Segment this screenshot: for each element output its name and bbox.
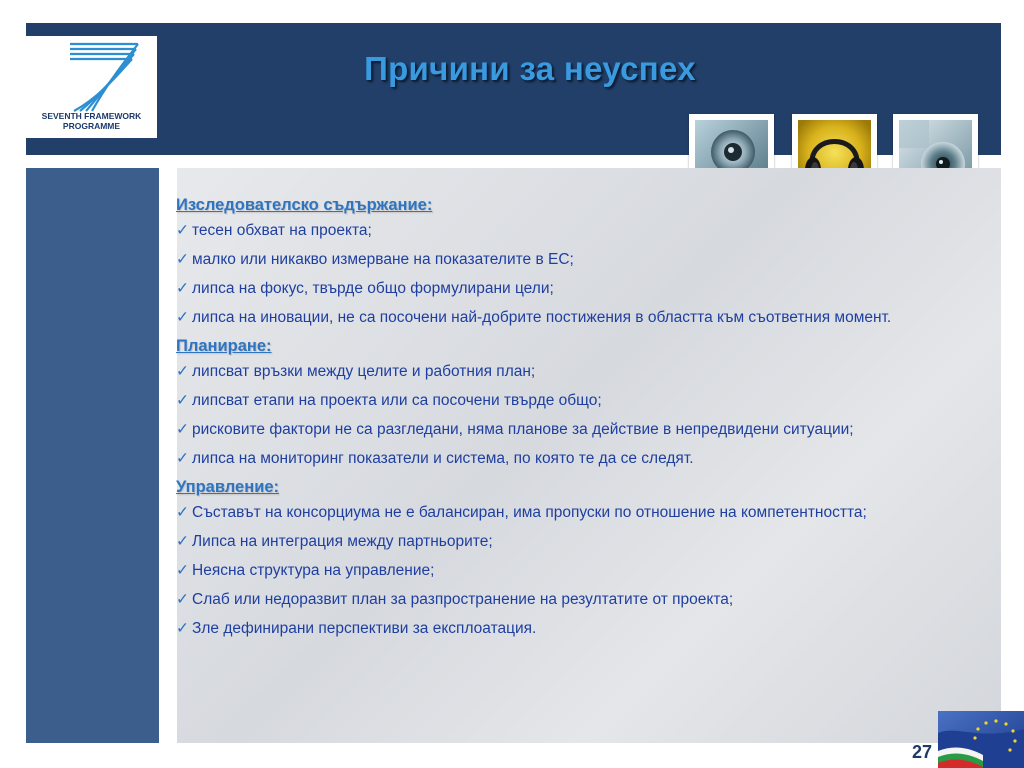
- flag-icon: [938, 711, 1024, 768]
- logo-line-2: PROGRAMME: [62, 121, 121, 131]
- content-body: [176, 190, 991, 646]
- list-item: ✓ липса на иновации, не са посочени най-добрите постижения в областта към съответния момент.: [176, 309, 892, 326]
- list-item: ✓ малко или никакво измерване на показателите в ЕС;: [176, 251, 574, 268]
- list-item: ✓ Слаб или недоразвит план за разпространение на резултатите от проекта;: [176, 591, 734, 608]
- checkmark-icon: ✓: [176, 309, 189, 326]
- list-item: ✓ тесен обхват на проекта;: [176, 222, 372, 239]
- checkmark-icon: ✓: [176, 251, 189, 268]
- left-sidebar-panel: [26, 168, 159, 743]
- checkmark-icon: ✓: [176, 562, 189, 579]
- eu-bulgaria-flag-image: [938, 711, 1024, 768]
- checkmark-icon: ✓: [176, 421, 189, 438]
- list-item: ✓ Зле дефинирани перспективи за експлоатация.: [176, 620, 537, 637]
- section-heading-research: Изследователско съдържание:: [176, 196, 433, 214]
- checkmark-icon: ✓: [176, 392, 189, 409]
- checkmark-icon: ✓: [176, 280, 189, 297]
- list-item: ✓ Съставът на консорциума не е балансиран, има пропуски по отношение на компетентността;: [176, 504, 867, 521]
- checkmark-icon: ✓: [176, 222, 189, 239]
- list-item: ✓ Липса на интеграция между партньорите;: [176, 533, 493, 550]
- list-item: ✓ Неясна структура на управление;: [176, 562, 435, 579]
- fp7-logo: [26, 36, 157, 138]
- fp7-seven-icon: [26, 36, 157, 138]
- checkmark-icon: ✓: [176, 591, 189, 608]
- slide-title: Причини за неуспех: [364, 50, 696, 87]
- page-number: 27: [911, 742, 932, 762]
- list-item: ✓ липса на фокус, твърде общо формулирани цели;: [176, 280, 554, 297]
- list-item: ✓ рисковите фактори не са разгледани, няма планове за действие в непредвидени ситуации;: [176, 421, 854, 438]
- checkmark-icon: ✓: [176, 504, 189, 521]
- list-item: ✓ липсват връзки между целите и работния план;: [176, 363, 536, 380]
- list-item: ✓ липсват етапи на проекта или са посочени твърде общо;: [176, 392, 602, 409]
- checkmark-icon: ✓: [176, 533, 189, 550]
- list-item: ✓ липса на мониторинг показатели и система, по която те да се следят.: [176, 450, 694, 467]
- section-heading-management: Управление:: [176, 478, 280, 496]
- checkmark-icon: ✓: [176, 363, 189, 380]
- logo-line-1: SEVENTH FRAMEWORK: [41, 111, 142, 121]
- checkmark-icon: ✓: [176, 450, 189, 467]
- section-heading-planning: Планиране:: [176, 337, 272, 355]
- checkmark-icon: ✓: [176, 620, 189, 637]
